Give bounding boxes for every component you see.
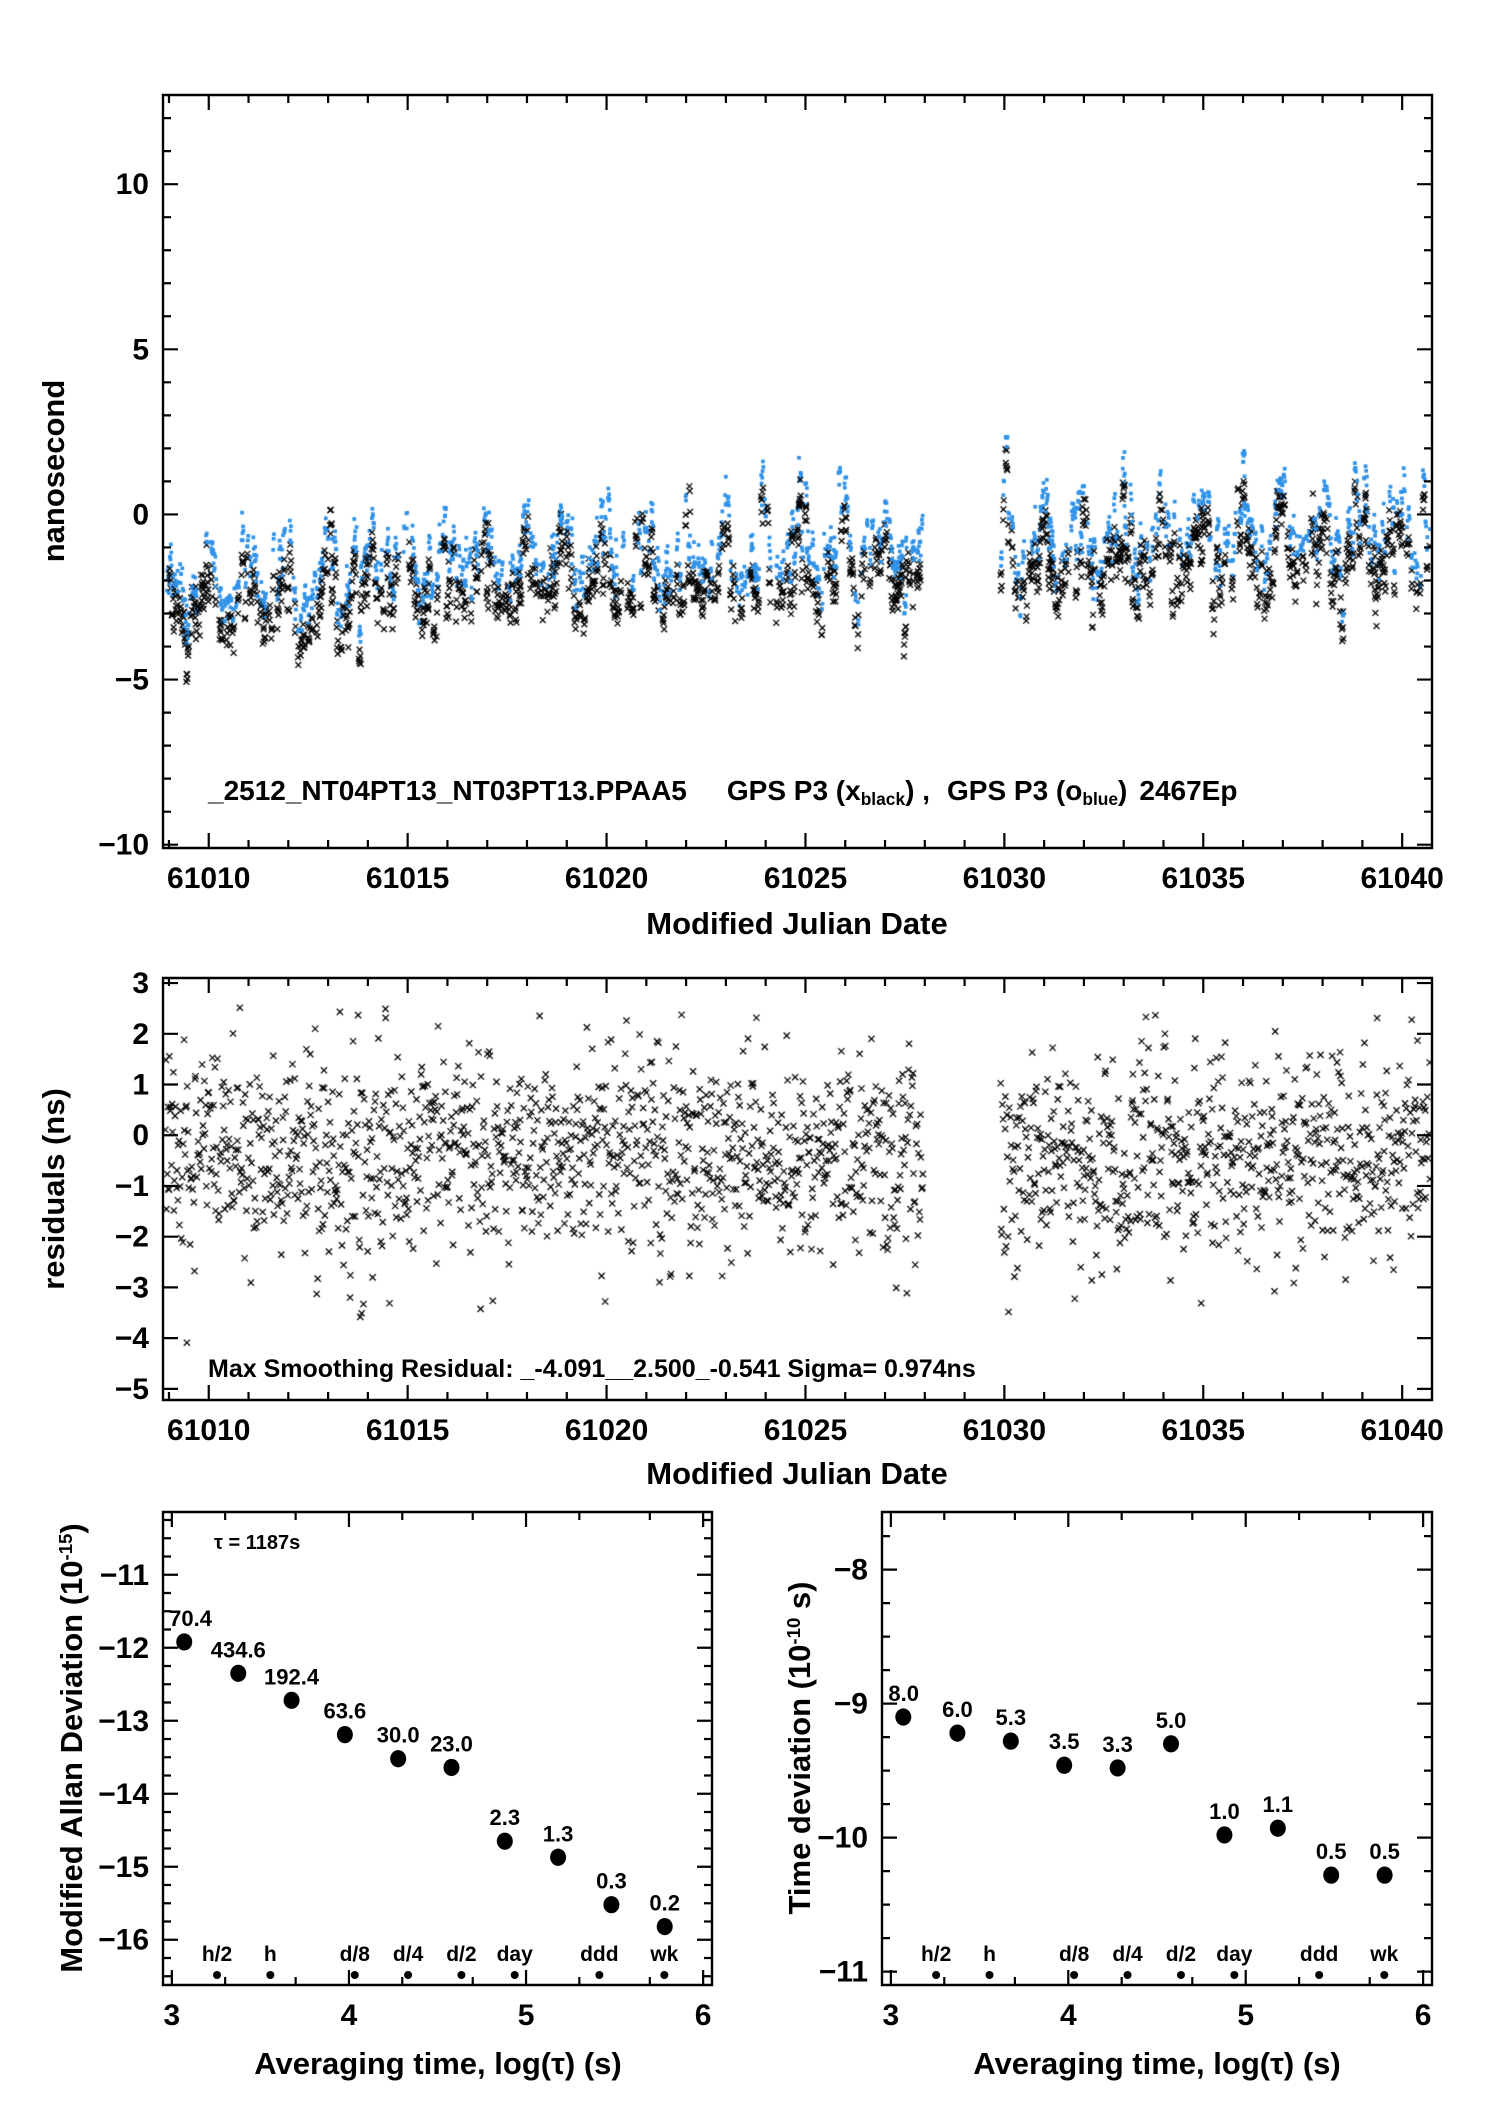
svg-text:3: 3 <box>163 1999 181 2032</box>
svg-text:61020: 61020 <box>564 1414 649 1447</box>
tdev-point-label: 5.3 <box>995 1705 1027 1731</box>
mdev-point-label: 63.6 <box>323 1698 367 1724</box>
annotation-series1-subscript: black <box>860 789 906 810</box>
svg-text:0: 0 <box>132 498 149 532</box>
svg-text:−5: −5 <box>114 1372 149 1406</box>
mdev-time-marker-dot <box>351 1971 359 1979</box>
tdev-time-marker-dot <box>1177 1971 1185 1979</box>
mdev-point <box>176 1633 192 1650</box>
svg-text:6: 6 <box>1414 1999 1432 2032</box>
svg-text:61030: 61030 <box>962 1414 1047 1447</box>
svg-text:61015: 61015 <box>365 862 450 895</box>
svg-text:3: 3 <box>132 967 149 1001</box>
tdev-x-tick-labels <box>883 1999 1432 2032</box>
svg-text:−15: −15 <box>98 1850 149 1884</box>
tdev-point <box>949 1724 965 1741</box>
tdev-point-label: 8.0 <box>888 1681 919 1707</box>
mdev-time-marker-dot <box>660 1971 668 1979</box>
tdev-time-marker-dot <box>1070 1971 1078 1979</box>
tdev-point-label: 6.0 <box>942 1697 973 1723</box>
mdev-point-label: 0.3 <box>596 1868 627 1894</box>
tdev-time-marker-dot <box>932 1971 940 1979</box>
svg-text:61035: 61035 <box>1161 1414 1245 1447</box>
tdev-point <box>895 1708 911 1725</box>
tdev-points <box>888 1681 1400 1884</box>
annotation-epochs: 2467Ep <box>1139 775 1238 806</box>
svg-text:5: 5 <box>517 1999 535 2032</box>
mdev-xaxis-title: Averaging time, log(τ) (s) <box>254 2046 622 2081</box>
mdev-time-marker-label: ddd <box>580 1943 619 1966</box>
top-xaxis-title: Modified Julian Date <box>646 906 948 941</box>
svg-text:61015: 61015 <box>365 1414 450 1447</box>
tdev-point-label: 0.5 <box>1369 1839 1400 1865</box>
mdev-point-label: 23.0 <box>430 1731 473 1757</box>
mdev-point-label: 2.3 <box>489 1805 521 1831</box>
mdev-time-marker-label: d/8 <box>339 1943 370 1966</box>
svg-text:61030: 61030 <box>962 862 1047 895</box>
annotation-series1-suffix: ) , <box>905 775 930 806</box>
svg-text:61025: 61025 <box>763 862 848 895</box>
mdev-time-markers <box>202 1943 679 1979</box>
mdev-tau-annotation: τ = 1187s <box>214 1532 301 1554</box>
tdev-time-marker-label: day <box>1216 1943 1253 1966</box>
mdev-time-marker-label: h <box>263 1943 277 1966</box>
annotation-series2: GPS P3 (o <box>946 775 1083 806</box>
svg-text:61010: 61010 <box>167 1414 251 1447</box>
mdev-time-marker-dot <box>511 1971 519 1979</box>
svg-text:−10: −10 <box>817 1821 868 1855</box>
svg-text:−13: −13 <box>98 1704 149 1738</box>
svg-text:4: 4 <box>340 1999 358 2032</box>
mdev-time-marker-dot <box>595 1971 603 1979</box>
tdev-time-marker-dot <box>1315 1971 1323 1979</box>
svg-text:−5: −5 <box>114 663 149 697</box>
mdev-time-marker-label: d/2 <box>446 1943 477 1966</box>
tdev-y-tick-labels <box>817 1554 868 1989</box>
tdev-time-marker-label: wk <box>1370 1943 1399 1966</box>
top-panel-annotation <box>208 775 1238 810</box>
svg-text:−2: −2 <box>114 1220 149 1254</box>
mdev-time-marker-label: h/2 <box>201 1943 233 1966</box>
tdev-time-marker-dot <box>986 1971 994 1979</box>
mdev-point <box>657 1918 673 1935</box>
svg-text:−14: −14 <box>98 1777 149 1811</box>
phase-y-tick-labels <box>98 168 149 862</box>
figure: 61010 61015 61020 61025 61030 61035 61040 10 5 0 −5 −10 61010 61015 61020 61025 61030 61035 61040 3 2 1 0 −1 −2 −3 −4 −5 3 4 5 6 −11 −12 −13 −14 −15 −16 70.4 434.6 192.4 63.6 30.0 23.0 2.3 1.3 0.3 0.2 h/2 h d/8 d/4 d/2 day ddd wk 3 4 5 6 −8 −9 −10 −11 8.0 6.0 5.3 3.5 3.3 5.0 1.0 1.1 0.5 0.5 h/2 h d/8 d/4 d/2 day ddd wk _2512_NT04PT13_NT03PT13.PPAA5 GPS P3 (xblack) , GPS P3 (oblue) 2467Ep Modified Julian Date nanosecond Max Smoothing Residual: _-4.091__2.500_-0.541 Sigma= 0.974ns Modified Julian Date residuals (ns) τ = 1187s Averaging time, log(τ) (s) Modified Allan Deviation $(10^{-15})$ Averaging time, log(τ) (s) Time deviation ($10^{-10}$ s) <box>0 0 1488 2105</box>
svg-text:61040: 61040 <box>1360 1414 1444 1447</box>
tdev-xaxis-title: Averaging time, log(τ) (s) <box>973 2046 1341 2081</box>
tdev-time-marker-dot <box>1230 1971 1238 1979</box>
svg-text:−4: −4 <box>114 1322 149 1356</box>
svg-text:6: 6 <box>694 1999 712 2032</box>
svg-text:−11: −11 <box>99 1558 149 1592</box>
mdev-point <box>443 1759 459 1776</box>
mdev-y-tick-labels <box>98 1559 149 1957</box>
mdev-time-marker-dot <box>457 1971 465 1979</box>
annotation-series2-suffix: ) <box>1118 775 1128 806</box>
annotation-series2-subscript: blue <box>1082 789 1119 810</box>
mdev-point-label: 1.3 <box>542 1821 574 1847</box>
svg-text:61040: 61040 <box>1360 862 1444 895</box>
svg-text:−8: −8 <box>833 1553 868 1587</box>
mdev-point-label: 192.4 <box>264 1664 320 1690</box>
tdev-point-label: 0.5 <box>1315 1839 1347 1865</box>
tdev-point <box>1377 1867 1393 1884</box>
svg-text:61010: 61010 <box>167 862 251 895</box>
tdev-point <box>1003 1733 1019 1750</box>
tdev-point-label: 1.0 <box>1209 1798 1240 1824</box>
residuals-annotation: Max Smoothing Residual: _-4.091__2.500_-0.541 Sigma= 0.974ns <box>208 1355 976 1383</box>
tdev-point <box>1270 1820 1286 1837</box>
mdev-time-marker-dot <box>213 1971 221 1979</box>
tdev-point <box>1110 1759 1126 1776</box>
tdev-time-marker-label: h/2 <box>920 1943 952 1966</box>
mdev-point <box>230 1665 246 1682</box>
mdev-points <box>169 1606 680 1935</box>
residuals-y-tick-labels <box>115 967 150 1406</box>
tdev-point <box>1163 1735 1179 1752</box>
tdev-time-markers <box>921 1943 1399 1979</box>
mdev-time-marker-label: wk <box>650 1943 679 1966</box>
tdev-point-label: 5.0 <box>1155 1707 1187 1733</box>
tdev-point <box>1216 1826 1232 1843</box>
svg-text:5: 5 <box>132 333 149 367</box>
svg-text:−12: −12 <box>98 1631 149 1665</box>
svg-text:−3: −3 <box>114 1271 149 1305</box>
mdev-point-label: 0.2 <box>649 1890 681 1916</box>
svg-text:−9: −9 <box>833 1687 868 1721</box>
svg-text:4: 4 <box>1059 1999 1077 2032</box>
mdev-time-marker-label: d/4 <box>392 1943 424 1966</box>
svg-text:−16: −16 <box>98 1923 149 1957</box>
mdev-point <box>603 1896 619 1913</box>
svg-text:2: 2 <box>132 1017 149 1051</box>
mdev-time-marker-dot <box>266 1971 274 1979</box>
svg-text:5: 5 <box>1237 1999 1255 2032</box>
mdev-point-label: 70.4 <box>169 1605 213 1631</box>
tdev-time-marker-label: ddd <box>1299 1943 1339 1966</box>
tdev-point-label: 1.1 <box>1262 1792 1294 1818</box>
tdev-time-marker-label: d/4 <box>1112 1943 1143 1966</box>
mdev-point <box>550 1849 566 1866</box>
tdev-time-marker-label: h <box>983 1943 996 1966</box>
mdev-time-marker-label: day <box>496 1943 533 1966</box>
svg-text:−10: −10 <box>98 828 149 862</box>
tdev-point-label: 3.5 <box>1048 1729 1080 1755</box>
mdev-point-label: 30.0 <box>376 1722 420 1748</box>
svg-text:10: 10 <box>115 168 149 202</box>
tdev-time-marker-dot <box>1124 1971 1132 1979</box>
phase-x-tick-labels <box>167 862 1444 895</box>
tdev-time-marker-label: d/8 <box>1058 1943 1090 1966</box>
svg-text:−11: −11 <box>818 1955 868 1989</box>
mdev-point <box>284 1692 300 1709</box>
mdev-x-tick-labels <box>164 1999 712 2032</box>
mdev-point <box>337 1726 353 1743</box>
mdev-point <box>390 1750 406 1767</box>
tdev-time-marker-label: d/2 <box>1165 1943 1197 1966</box>
tdev-time-marker-dot <box>1380 1971 1388 1979</box>
tdev-point-label: 3.3 <box>1102 1731 1133 1757</box>
svg-text:−1: −1 <box>114 1169 149 1203</box>
tdev-point <box>1323 1867 1339 1884</box>
mdev-point-label: 434.6 <box>210 1637 266 1663</box>
svg-text:3: 3 <box>882 1999 900 2032</box>
tdev-point <box>1056 1757 1072 1774</box>
svg-text:61025: 61025 <box>763 1414 848 1447</box>
annotation-series1: GPS P3 (x <box>726 775 861 806</box>
svg-text:61020: 61020 <box>564 862 649 895</box>
svg-text:0: 0 <box>132 1119 149 1153</box>
residuals-x-tick-labels <box>167 1414 1444 1447</box>
svg-text:61035: 61035 <box>1161 862 1245 895</box>
mdev-time-marker-dot <box>404 1971 412 1979</box>
annotation-file-name: _2512_NT04PT13_NT03PT13.PPAA5 <box>208 775 687 806</box>
residuals-xaxis-title: Modified Julian Date <box>646 1456 948 1491</box>
svg-text:1: 1 <box>132 1068 149 1102</box>
mdev-point <box>497 1833 513 1850</box>
